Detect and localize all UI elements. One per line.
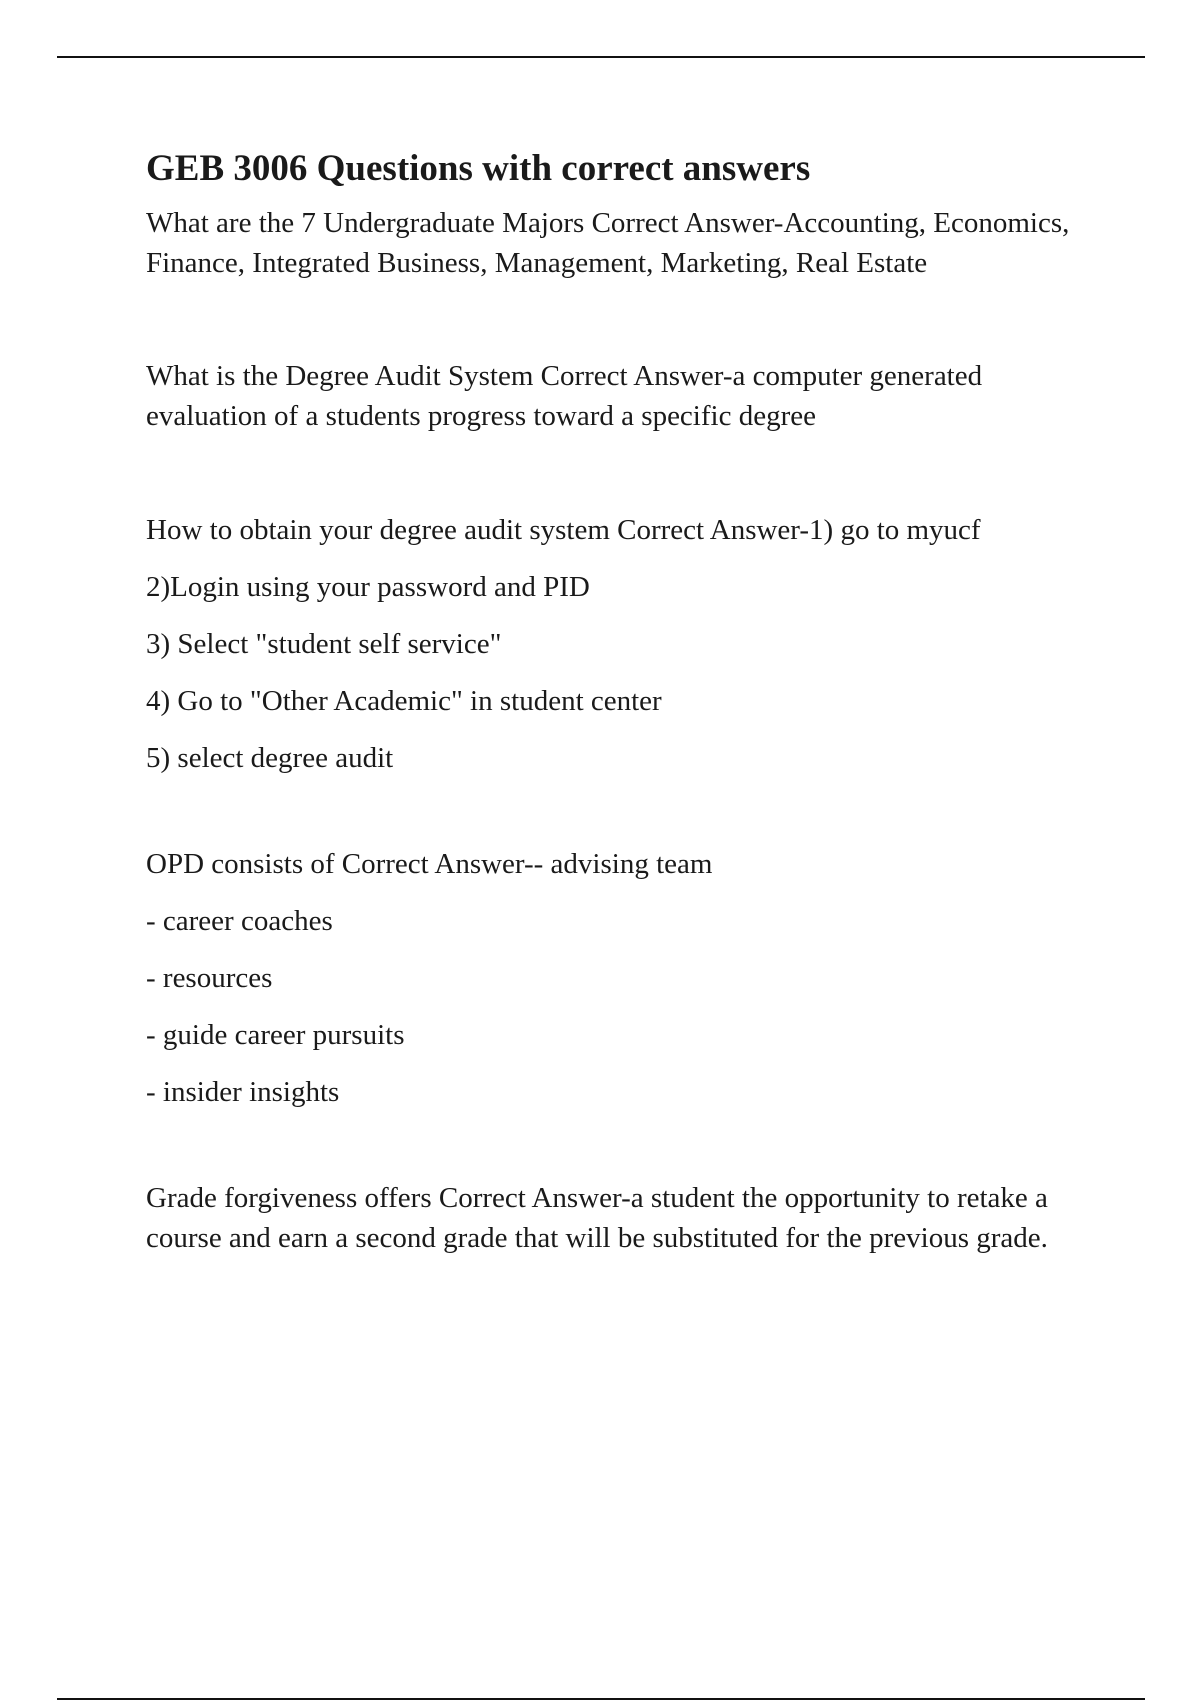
qa-undergraduate-majors: What are the 7 Undergraduate Majors Correct Answer-Accounting, Economics, Finance, Integrated Business, Management, Marketing, Real Estate — [146, 207, 1070, 279]
qa-degree-audit-system: What is the Degree Audit System Correct Answer-a computer generated evaluation of a students progress toward a specific degree — [146, 360, 983, 432]
qa-line: OPD consists of Correct Answer-- advising team — [146, 848, 713, 880]
qa-line: - resources — [146, 962, 273, 994]
qa-line: 5) select degree audit — [146, 742, 394, 774]
qa-line: How to obtain your degree audit system Correct Answer-1) go to myucf — [146, 514, 981, 546]
qa-line: 2)Login using your password and PID — [146, 571, 590, 603]
qa-line: 3) Select "student self service" — [146, 628, 502, 660]
document-body — [146, 144, 1096, 1258]
qa-line: - insider insights — [146, 1076, 340, 1108]
qa-grade-forgiveness: Grade forgiveness offers Correct Answer-a student the opportunity to retake a course and earn a second grade that will be substituted for the previous grade. — [146, 1182, 1048, 1254]
qa-line: - guide career pursuits — [146, 1019, 405, 1051]
qa-opd-consists-of — [146, 844, 1096, 1112]
qa-line: - career coaches — [146, 905, 333, 937]
top-rule — [57, 56, 1145, 58]
qa-line: 4) Go to "Other Academic" in student center — [146, 685, 662, 717]
qa-obtain-degree-audit — [146, 510, 1096, 778]
document-title: GEB 3006 Questions with correct answers — [146, 148, 811, 189]
